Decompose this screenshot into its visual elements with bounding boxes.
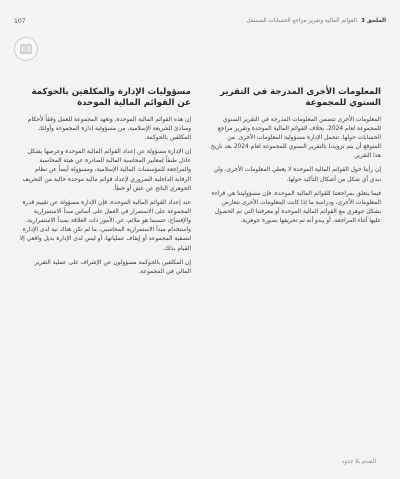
paragraph: المعلومات الأخرى تتضمن المعلومات المدرجة في التقرير السنوي للمجموعة لعام 2024، بخلاف القوائم المالية الموحدة وتقرير مراجع الحسابات حولها. تتحمل الإدارة مسؤولية المعلومات الأخرى. من المتوقع أن يتم تزويدنا بالتقرير السنوي للمجموعة لعام 2024 بعد تاريخ هذا التقرير.	[210, 116, 381, 160]
other-information-section	[209, 87, 381, 231]
paragraph: إن هذه القوائم المالية الموحدة، وتعهد المجموعة للعمل وفقاً لأحكام ومبادئ الشريعة الإسلامية، من مسؤولية إدارة المجموعة وأولئك المكلفين بالحوكمة.	[27, 116, 191, 141]
breadcrumb	[247, 18, 387, 24]
page-number: 107	[14, 17, 26, 25]
paragraph: إن المكلفين بالحوكمة مسؤولون عن الإشراف على عملية التقرير المالي في المجموعة.	[34, 259, 191, 275]
other-information-heading: المعلومات الأخرى المدرجة في التقرير السنوي للمجموعة	[220, 87, 381, 109]
management-responsibilities-heading: مسؤوليات الإدارة والمكلفين بالحوكمة عن القوائم المالية الموحدة	[31, 87, 191, 109]
paragraph: إن الإدارة مسؤولة عن إعداد القوائم المالية الموحدة وعرضها بشكل عادل طبقاً لمعايير المحاسبة المالية الصادرة عن هيئة المحاسبة والمراجعة للمؤسسات المالية الإسلامية، ومسؤولة أيضاً عن نظام الرقابة الداخلية الضروري لإعداد قوائم مالية موحدة خالية من التحريف الجوهري الناتج عن غش أو خطأ.	[22, 149, 191, 192]
section-title: القوائم المالية وتقرير مراجع الحسابات المستقل	[246, 18, 358, 24]
annex-label: الملحق 3	[361, 18, 386, 24]
organization-emblem-icon	[14, 37, 38, 61]
paragraph: عند إعداد القوائم المالية الموحدة، فإن الإدارة مسؤولة عن تقييم قدرة المجموعة على الاستمرار في العمل على أساس مبدأ الاستمرارية والإفصاح، حسبما هو ملائم، عن الأمور ذات العلاقة بمبدأ الاستمرارية، واستخدام مبدأ الاستمرارية المحاسبي، ما لم تكن هناك نية لدى الإدارة لتصفية المجموعة أو إيقاف عملياتها، أو ليس لدى الإدارة بديل واقعي إلا القيام بذلك.	[19, 199, 191, 252]
paragraph: فيما يتعلق بمراجعتنا للقوائم المالية الموحدة، فإن مسؤوليتنا هي قراءة المعلومات الأخرى، ودراسة ما إذا كانت المعلومات الأخرى تتعارض بشكل جوهري مع القوائم المالية الموحدة أو معرفتنا التي تم الحصول عليها أثناء المراجعة، أو يبدو أنه تم تحريفها بصورة جوهرية.	[211, 190, 381, 225]
footer-tagline: التقدم بلا حدود	[341, 459, 376, 465]
management-responsibilities-section	[19, 87, 191, 282]
paragraph: إن رأينا حول القوائم المالية الموحدة لا يغطي المعلومات الأخرى، ولن نبدي أي شكل من أشكال التأكيد حولها.	[213, 167, 381, 183]
page-header	[14, 14, 386, 28]
